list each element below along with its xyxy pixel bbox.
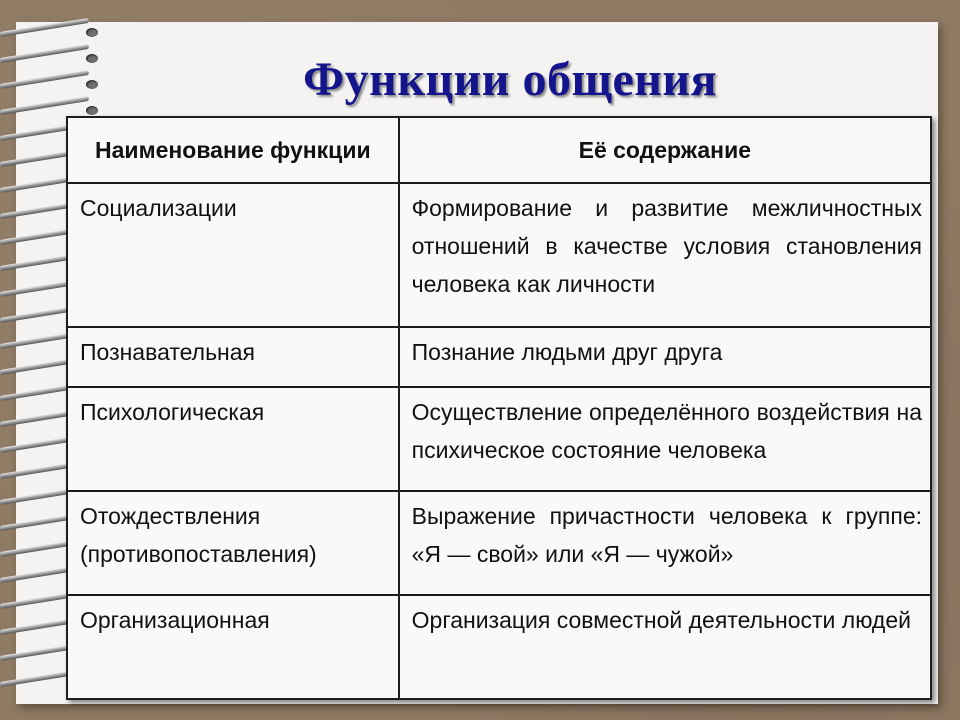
- functions-table: [66, 116, 932, 700]
- function-content-cell: Организация совместной деятельности людей: [399, 595, 931, 699]
- function-content-cell: Выражение причастности человека к группе: «Я — свой» или «Я — чужой»: [399, 491, 931, 595]
- function-name-cell: Психологическая: [67, 387, 399, 491]
- function-name-cell: Познавательная: [67, 327, 399, 387]
- table-row: [67, 327, 931, 387]
- table-header-row: [67, 117, 931, 183]
- table-row: [67, 595, 931, 699]
- function-name-cell: Организационная: [67, 595, 399, 699]
- function-content-cell: Формирование и развитие межличностных отношений в качестве условия становления человека как личности: [399, 183, 931, 327]
- function-name-cell: Социализации: [67, 183, 399, 327]
- function-name-cell: Отождествления (противопоставления): [67, 491, 399, 595]
- function-content-cell: Осуществление определённого воздействия на психическое состояние человека: [399, 387, 931, 491]
- table-row: [67, 183, 931, 327]
- header-function-content: Её содержание: [399, 117, 931, 183]
- page-title: Функции общения: [302, 53, 718, 106]
- function-content-cell: Познание людьми друг друга: [399, 327, 931, 387]
- table-row: [67, 491, 931, 595]
- header-function-name: Наименование функции: [67, 117, 399, 183]
- spiral-coil: [0, 28, 98, 40]
- table-row: [67, 387, 931, 491]
